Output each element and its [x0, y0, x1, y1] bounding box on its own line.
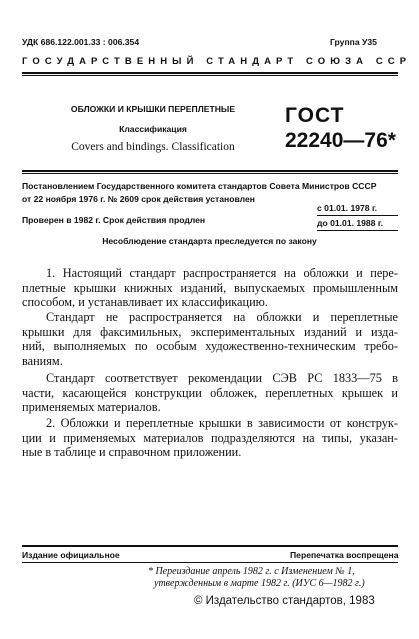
checked-extended: Проверен в 1982 г. Срок действия продлен [22, 215, 206, 225]
group-code: Группа У35 [330, 37, 377, 47]
effective-to-date: до 01.01. 1988 г. [317, 218, 383, 228]
effective-from-date: с 01.01. 1978 г. [317, 203, 378, 213]
date-from-underline [317, 215, 398, 216]
text-line: ний, выполняемых по особым художественно-техническим требо- [22, 339, 398, 354]
text-line: способом, и устанавливает их классификацию. [22, 295, 268, 310]
text-line: Стандарт не распространяется на обложки и переплетные [46, 310, 398, 324]
paragraph-2 [22, 310, 398, 368]
paragraph-4 [22, 416, 398, 460]
text-line: части, касающейся конструкции обложек, переплетных крышек и [22, 385, 398, 400]
document-title: ОБЛОЖКИ И КРЫШКИ ПЕРЕПЛЕТНЫЕ [70, 104, 236, 114]
date-to-underline [317, 230, 398, 231]
header-rule-bottom [22, 75, 398, 76]
header-rule-top [22, 72, 398, 74]
gost-number: 22240—76* [285, 129, 396, 152]
reissue-note-1: * Переиздание апрель 1982 г. с Изменением № 1, [148, 566, 355, 577]
text-line: 2. Обложки и переплетные крышки в зависимости от конструк- [46, 416, 398, 430]
text-line: ваниям. [22, 353, 63, 368]
reprint-prohibited: Перепечатка воспрещена [290, 550, 399, 560]
footer-rule-top [22, 545, 398, 547]
title-rule-top [22, 170, 398, 172]
paragraph-3 [22, 371, 398, 415]
text-line: ции и применяемых материалов подразделяются на типы, указан- [22, 430, 398, 445]
legal-warning: Несоблюдение стандарта преследуется по закону [102, 236, 317, 246]
reissue-note-2: утвержденным в марте 1982 г. (ИУС 6—1982 г.) [154, 578, 365, 589]
decree-line-1: Постановлением Государственного комитета стандартов Совета Министров СССР [22, 181, 377, 191]
text-line: ные в таблице и справочном приложении. [22, 445, 242, 460]
footer-rule-bottom [22, 562, 398, 563]
text-line: Стандарт соответствует рекомендации СЭВ РС 1833—75 в [46, 371, 398, 385]
text-line: плетные крышки книжных изданий, выпускаемых промышленным [22, 280, 398, 295]
gost-label: ГОСТ [285, 104, 345, 127]
text-line: применяемых материалов. [22, 400, 161, 415]
udk-code: УДК 686.122.001.33 : 006.354 [22, 37, 140, 47]
title-rule-bottom [22, 173, 398, 174]
state-standard-banner: ГОСУДАРСТВЕННЫЙ СТАНДАРТ СОЮЗА ССР [22, 56, 412, 67]
paragraph-1 [22, 266, 398, 310]
official-edition: Издание официальное [22, 550, 120, 560]
document-subtitle: Классификация [119, 124, 187, 134]
text-line: крышки для факсимильных, экспериментальных изданий и изда- [22, 324, 398, 339]
decree-line-2: от 22 ноября 1976 г. № 2609 срок действия установлен [22, 194, 255, 204]
copyright: © Издательство стандартов, 1983 [194, 595, 375, 607]
text-line: 1. Настоящий стандарт распространяется на обложки и пере- [46, 266, 398, 280]
english-title: Covers and bindings. Classification [71, 141, 235, 153]
